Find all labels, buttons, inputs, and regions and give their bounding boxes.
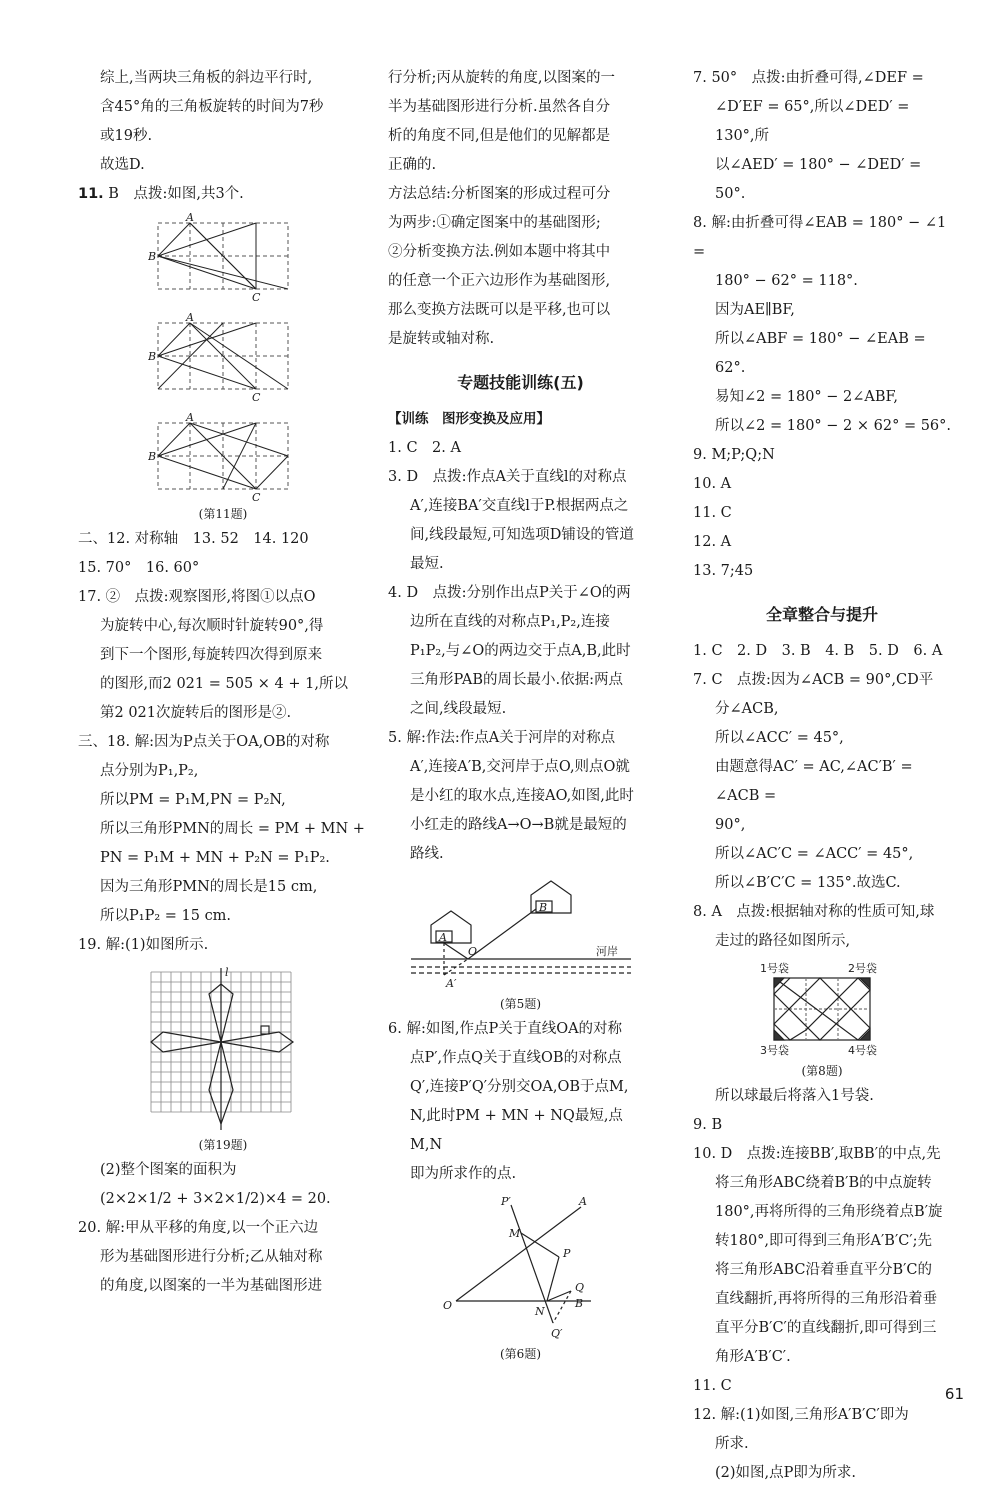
text-line: 形为基础图形进行分析;乙从轴对称: [100, 1249, 323, 1265]
text-line: 所以∠ACC′ = 45°,: [715, 730, 844, 746]
text-line: 分∠ACB,: [715, 701, 779, 717]
text-line: 15. 70° 16. 60°: [78, 560, 200, 576]
text-line: 10. A: [693, 476, 732, 492]
label-c: C: [252, 391, 261, 404]
label-b: B: [538, 901, 547, 914]
text-line: 析的角度不同,但是他们的见解都是: [388, 128, 611, 144]
text-line: 将三角形ABC绕着B′B的中点旋转: [715, 1175, 932, 1191]
text-line: 1. C 2. A: [388, 440, 461, 456]
figure-caption: (第6题): [500, 1347, 541, 1361]
text-line: 是小红的取水点,连接AO,如图,此时: [410, 788, 634, 804]
column-middle: [388, 64, 653, 1365]
figure-19: [143, 964, 303, 1134]
section-title: 专题技能训练(五): [457, 373, 584, 392]
label-p-prime: P′: [500, 1195, 511, 1208]
text-line: 易知∠2 = 180° − 2∠ABF,: [715, 389, 898, 405]
figure-8: [752, 960, 892, 1060]
text-line: Q′,连接P′Q′分别交OA,OB于点M,: [410, 1079, 629, 1095]
text-line: ∠D′EF = 65°,所以∠DED′ = 130°,所: [715, 99, 910, 144]
method-summary: 方法总结:分析图案的形成过程可分: [388, 186, 611, 202]
label-b: B: [148, 350, 157, 363]
text-line: 90°,: [715, 817, 746, 833]
text-line: 7. C 点拨:因为∠ACB = 90°,CD平: [693, 672, 934, 688]
text-line: 间,线段最短,可知选项D铺设的管道: [410, 527, 634, 543]
figure-caption: (第19题): [198, 1138, 248, 1152]
text-line: 综上,当两块三角板的斜边平行时,: [100, 70, 313, 86]
label-c: C: [252, 291, 261, 304]
text-line: 的任意一个正六边形作为基础图形,: [388, 273, 611, 289]
label-b: B: [148, 250, 157, 263]
label-bag-3: 3号袋: [760, 1044, 789, 1057]
text-line: 之间,线段最短.: [410, 701, 507, 717]
text-line: 点分别为P₁,P₂,: [100, 763, 199, 779]
label-m: M: [508, 1227, 520, 1240]
text-line: 为旋转中心,每次顺时针旋转90°,得: [100, 618, 324, 634]
text-line: (2)如图,点P即为所求.: [715, 1465, 857, 1481]
label-river: 河岸: [595, 945, 618, 958]
label-q: Q: [574, 1281, 584, 1294]
label-q-prime: Q′: [550, 1327, 563, 1340]
text-line: PN = P₁M + MN + P₂N = P₁P₂.: [100, 850, 330, 866]
text-line: 13. 7;45: [693, 563, 754, 579]
label-a: A: [578, 1195, 587, 1208]
text-line: 因为三角形PMN的周长是15 cm,: [100, 879, 318, 895]
text-line: ②分析变换方法.例如本题中将其中: [388, 244, 611, 260]
text-line: 第2 021次旋转后的图形是②.: [100, 705, 292, 721]
text-line: 由题意得AC′ = AC,∠AC′B′ = ∠ACB =: [715, 759, 913, 804]
label-a: A: [438, 931, 447, 944]
label-bag-2: 2号袋: [848, 962, 877, 975]
label-n: N: [534, 1305, 545, 1318]
text-line: 含45°角的三角板旋转的时间为7秒: [100, 99, 324, 115]
text-line: 转180°,即可得到三角形A′B′C′;先: [715, 1233, 933, 1249]
text-line: 19. 解:(1)如图所示.: [78, 937, 209, 953]
text-line: 为两步:①确定图案中的基础图形;: [388, 215, 601, 231]
text-line: 17. ② 点拨:观察图形,将图①以点O: [78, 589, 316, 605]
text-line: (2)整个图案的面积为: [100, 1162, 237, 1178]
text-line: 最短.: [410, 556, 444, 572]
figure-caption: (第11题): [198, 507, 248, 521]
text-line: 故选D.: [100, 157, 145, 173]
text-line: A′,连接BA′交直线l于P.根据两点之: [410, 498, 629, 514]
text-line: 所以球最后将落入1号袋.: [715, 1088, 874, 1104]
text-line: P₁P₂,与∠O的两边交于点A,B,此时: [410, 643, 631, 659]
text-line: 直线翻折,再将所得的三角形沿着垂: [715, 1291, 938, 1307]
text-line: 7. 50° 点拨:由折叠可得,∠DEF =: [693, 70, 924, 86]
text-line: 12. 解:(1)如图,三角形A′B′C′即为: [693, 1407, 909, 1423]
text-line: 行分析;丙从旋转的角度,以图案的一: [388, 70, 615, 86]
question-11: [78, 180, 368, 209]
label-a: A: [186, 213, 194, 224]
subsection-title: 【训练 图形变换及应用】: [388, 411, 550, 427]
axis-label-l: l: [225, 966, 229, 979]
text-line: 所以∠ABF = 180° − ∠EAB = 62°.: [715, 331, 926, 376]
text-line: 11. C: [693, 1378, 732, 1394]
text-line: 到下一个图形,每旋转四次得到原来: [100, 647, 323, 663]
text-line: 所以P₁P₂ = 15 cm.: [100, 908, 232, 924]
text-line: 或19秒.: [100, 128, 153, 144]
text-line: 小红走的路线A→O→B就是最短的: [410, 817, 627, 833]
column-left: [78, 64, 368, 1301]
label-p: P: [562, 1247, 570, 1260]
figure-caption: (第8题): [801, 1064, 843, 1078]
label-a-prime: A′: [445, 977, 456, 990]
text-line: 的图形,而2 021 = 505 × 4 + 1,所以: [100, 676, 348, 692]
text-line: 1. C 2. D 3. B 4. B 5. D 6. A: [693, 643, 943, 659]
text-line: 10. D 点拨:连接BB′,取BB′的中点,先: [693, 1146, 941, 1162]
text-line: 5. 解:作法:作点A关于河岸的对称点: [388, 730, 616, 746]
text-line: 11. C: [693, 505, 732, 521]
text-line: 所以∠B′C′C = 135°.故选C.: [715, 875, 901, 891]
text-line: N,此时PM + MN + NQ最短,点M,N: [410, 1108, 623, 1153]
column-right: [693, 64, 951, 1488]
label-c: C: [252, 491, 261, 503]
text-line: 4. D 点拨:分别作出点P关于∠O的两: [388, 585, 631, 601]
text-line: 所求.: [715, 1436, 749, 1452]
figure-6: [441, 1193, 601, 1343]
text-line: 正确的.: [388, 157, 437, 173]
label-o: O: [467, 945, 477, 958]
text-line: 点P′,作点Q关于直线OB的对称点: [410, 1050, 622, 1066]
text-line: 路线.: [410, 846, 444, 862]
section-title: 全章整合与提升: [765, 605, 878, 624]
text-line: 3. D 点拨:作点A关于直线l的对称点: [388, 469, 627, 485]
text-line: 20. 解:甲从平移的角度,以一个正六边: [78, 1220, 319, 1236]
text-line: 直平分B′C′的直线翻折,即可得到三: [715, 1320, 937, 1336]
text-line: 6. 解:如图,作点P关于直线OA的对称: [388, 1021, 623, 1037]
text-line: 的角度,以图案的一半为基础图形进: [100, 1278, 323, 1294]
label-bag-1: 1号袋: [760, 962, 789, 975]
text-line: 以∠AED′ = 180° − ∠DED′ = 50°.: [715, 157, 922, 202]
text-line: 9. B: [693, 1117, 723, 1133]
text-line: 180° − 62° = 118°.: [715, 273, 858, 289]
label-b: B: [574, 1297, 583, 1310]
page-number: 61: [944, 1385, 964, 1403]
text-line: 8. 解:由折叠可得∠EAB = 180° − ∠1 =: [693, 215, 947, 260]
text-line: 那么变换方法既可以是平移,也可以: [388, 302, 611, 318]
figure-caption: (第5题): [500, 997, 541, 1011]
label-a: A: [186, 311, 194, 324]
text-line: 将三角形ABC沿着垂直平分B′C的: [715, 1262, 933, 1278]
text-line: 角形A′B′C′.: [715, 1349, 791, 1365]
text-line: 8. A 点拨:根据轴对称的性质可知,球: [693, 904, 935, 920]
text-line: 三角形PAB的周长最小.依据:两点: [410, 672, 624, 688]
label-b: B: [148, 450, 157, 463]
text-line: 是旋转或轴对称.: [388, 331, 495, 347]
figure-5: [406, 873, 636, 993]
text-line: 所以∠2 = 180° − 2 × 62° = 56°.: [715, 418, 952, 434]
text-line: 所以∠AC′C = ∠ACC′ = 45°,: [715, 846, 914, 862]
label-o: O: [442, 1299, 452, 1312]
question-number: 11.: [78, 186, 104, 202]
text-line: 所以三角形PMN的周长 = PM + MN +: [100, 821, 365, 837]
text-line: 因为AE∥BF,: [715, 302, 795, 318]
label-bag-4: 4号袋: [848, 1044, 877, 1057]
text-line: 二、12. 对称轴 13. 52 14. 120: [78, 531, 309, 547]
label-a: A: [186, 411, 194, 424]
text-line: 所以PM = P₁M,PN = P₂N,: [100, 792, 286, 808]
text-line: A′,连接A′B,交河岸于点O,则点O就: [410, 759, 630, 775]
text-line: 边所在直线的对称点P₁,P₂,连接: [410, 614, 610, 630]
text-line: 180°,再将所得的三角形绕着点B′旋: [715, 1204, 943, 1220]
figure-11: [148, 213, 298, 503]
text-line: 走过的路径如图所示,: [715, 933, 851, 949]
text-line: 三、18. 解:因为P点关于OA,OB的对称: [78, 734, 330, 750]
text-line: 9. M;P;Q;N: [693, 447, 775, 463]
text-line: 即为所求作的点.: [410, 1166, 517, 1182]
text-line: 半为基础图形进行分析.虽然各自分: [388, 99, 611, 115]
formula: (2×2×1/2 + 3×2×1/2)×4 = 20.: [100, 1191, 331, 1207]
text-line: B 点拨:如图,共3个.: [108, 186, 244, 202]
text-line: 12. A: [693, 534, 732, 550]
